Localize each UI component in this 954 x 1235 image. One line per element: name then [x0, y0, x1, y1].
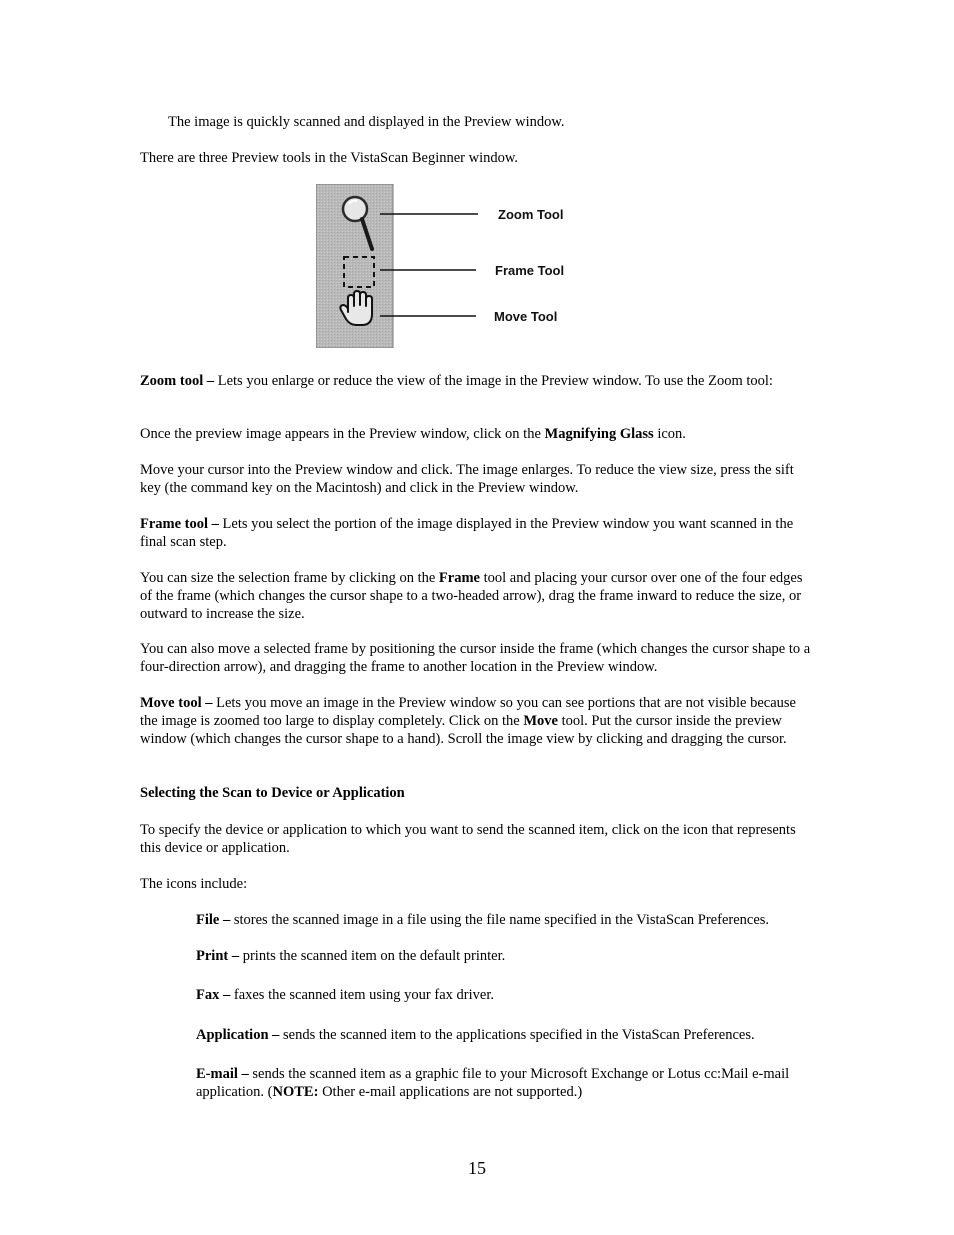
- intro-line-1: The image is quickly scanned and displayed in the Preview window.: [168, 114, 565, 130]
- zoom-tool-paragraph-3: Move your cursor into the Preview window and click. The image enlarges. To reduce the view size, press the sift key (the command key on the Macintosh) and click in the Preview window.: [140, 462, 794, 496]
- zoom-tool-paragraph: [140, 372, 816, 390]
- zoom-tool-desc: Lets you enlarge or reduce the view of the image in the Preview window. To use the Zoom tool:: [214, 373, 773, 389]
- list-item-email: [196, 1065, 820, 1101]
- preview-tools-figure: [316, 184, 578, 348]
- move-tool-paragraph: [140, 694, 816, 748]
- list-item-file: [196, 911, 820, 929]
- frame-tool-desc: Lets you select the portion of the image displayed in the Preview window you want scanned in the final scan step.: [140, 516, 794, 550]
- zoom-tool-term: Zoom tool –: [140, 373, 215, 389]
- file-desc: stores the scanned image in a file using the file name specified in the VistaScan Preferences.: [230, 912, 770, 928]
- file-term: File –: [196, 912, 231, 928]
- magnifying-glass-term: Magnifying Glass: [544, 426, 654, 442]
- zoom-p2-text: Once the preview image appears in the Preview window, click on the: [140, 426, 545, 442]
- frame-tool-paragraph-3: You can also move a selected frame by positioning the cursor inside the frame (which changes the cursor shape to a four-direction arrow), and dragging the frame to another location in the Preview window.: [140, 641, 811, 675]
- zoom-tool-label: Zoom Tool: [498, 207, 564, 222]
- selecting-paragraph: To specify the device or application to which you want to send the scanned item, click on the icon that represents this device or application.: [140, 822, 796, 856]
- email-note-text: Other e-mail applications are not supported.): [318, 1084, 583, 1100]
- frame-tool-paragraph: [140, 515, 816, 551]
- move-desc-text: Lets you move an image in the Preview window so you can see portions that are not visible because the image is zoomed too large to display completely. Click on the: [140, 695, 796, 729]
- print-term: Print –: [196, 948, 240, 964]
- list-item-fax: [196, 986, 820, 1004]
- selecting-heading: Selecting the Scan to Device or Application: [140, 785, 405, 801]
- page-number: 15: [468, 1158, 486, 1178]
- move-term: Move: [523, 713, 558, 729]
- email-term: E-mail –: [196, 1066, 249, 1082]
- list-item-application: [196, 1026, 820, 1044]
- move-tool-term: Move tool –: [140, 695, 213, 711]
- application-desc: sends the scanned item to the applications specified in the VistaScan Preferences.: [279, 1027, 755, 1043]
- move-desc-end: tool. Put the cursor inside the preview window (which changes the cursor shape to a hand). Scroll the image view by clicking and dragging the cursor.: [140, 713, 787, 747]
- zoom-p2-end: icon.: [653, 426, 686, 442]
- intro-line-2: There are three Preview tools in the VistaScan Beginner window.: [140, 150, 519, 166]
- application-term: Application –: [196, 1027, 280, 1043]
- email-note-label: NOTE:: [272, 1084, 319, 1100]
- move-tool-label: Move Tool: [494, 309, 558, 324]
- icons-include-paragraph: The icons include:: [140, 876, 248, 892]
- frame-tool-term: Frame tool –: [140, 516, 219, 532]
- list-item-print: [196, 947, 820, 965]
- email-desc: sends the scanned item as a graphic file to your Microsoft Exchange or Lotus cc:Mail e-mail application. (: [196, 1066, 790, 1100]
- frame-tool-paragraph-2: [140, 569, 816, 623]
- frame-p2-text: You can size the selection frame by clicking on the: [140, 570, 439, 586]
- frame-term: Frame: [438, 570, 480, 586]
- fax-desc: faxes the scanned item using your fax driver.: [230, 987, 494, 1003]
- fax-term: Fax –: [196, 987, 231, 1003]
- zoom-tool-paragraph-2: [140, 425, 816, 443]
- print-desc: prints the scanned item on the default printer.: [239, 948, 506, 964]
- frame-p2-end: tool and placing your cursor over one of the four edges of the frame (which changes the cursor shape to a two-headed arrow), drag the frame inward to reduce the size, or outward to increase the size.: [140, 570, 803, 622]
- frame-tool-label: Frame Tool: [495, 263, 565, 278]
